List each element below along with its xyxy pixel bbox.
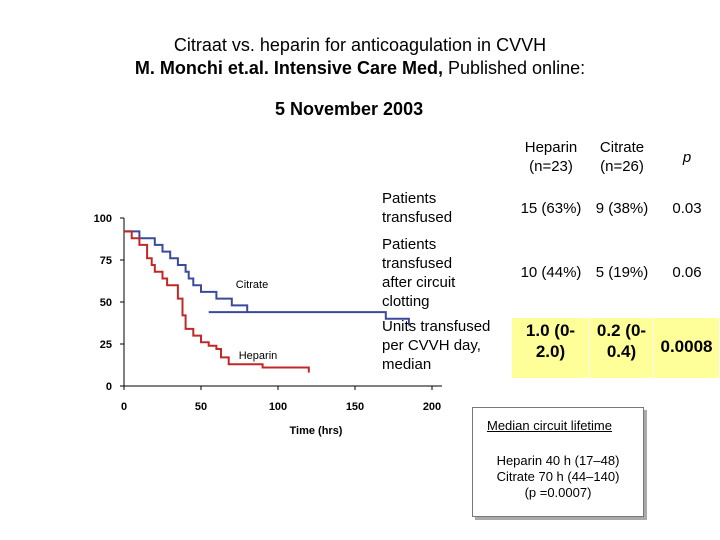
x-tick-label: 100 [268,401,288,413]
citation-published: Published online: [442,58,586,78]
publication-date: 5 November 2003 [275,99,424,119]
row2-label: Patients transfused after circuit clotting [382,236,456,310]
row1-label: Patients transfused [382,190,453,226]
x-tick-label: 200 [422,401,442,413]
y-tick-label: 75 [99,255,112,267]
series-label-heparin: Heparin [238,350,278,362]
y-tick-label: 25 [99,339,112,351]
header-heparin: Heparin (n=23) [524,139,578,175]
x-axis-label: Time (hrs) [289,425,343,437]
header-citrate: Citrate (n=26) [599,139,645,175]
row1-heparin: 15 (63%) [520,200,582,217]
median-lifetime-note [472,407,644,517]
row3-p: 0.0008 [654,318,720,378]
row1-p: 0.03 [672,200,702,217]
header-p: p [682,149,692,166]
x-tick-label: 50 [194,401,208,413]
series-line-heparin [124,231,309,372]
note-heparin: Heparin 40 h (17–48) [496,453,620,468]
row3-label: Units transfused per CVVH day, median [382,318,491,373]
row2-heparin: 10 (44%) [520,264,582,281]
note-p: (p =0.0007) [524,485,592,500]
row1-citrate: 9 (38%) [595,200,649,217]
x-tick-label: 150 [345,401,365,413]
x-tick-label: 0 [120,401,128,413]
row3-citrate: 0.2 (0-0.4) [590,318,654,378]
note-title: Median circuit lifetime [487,418,612,433]
row2-p: 0.06 [672,264,702,281]
y-tick-label: 100 [93,213,112,225]
row3-heparin: 1.0 (0-2.0) [512,318,590,378]
series-label-citrate: Citrate [235,279,269,291]
y-tick-label: 0 [105,381,112,393]
note-citrate: Citrate 70 h (44–140) [496,469,620,484]
y-tick-label: 50 [99,297,112,309]
slide-title: Citraat vs. heparin for anticoagulation in CVVH [173,35,547,55]
citation-source: M. Monchi et.al. Intensive Care Med, [134,58,443,78]
row2-citrate: 5 (19%) [595,264,649,281]
